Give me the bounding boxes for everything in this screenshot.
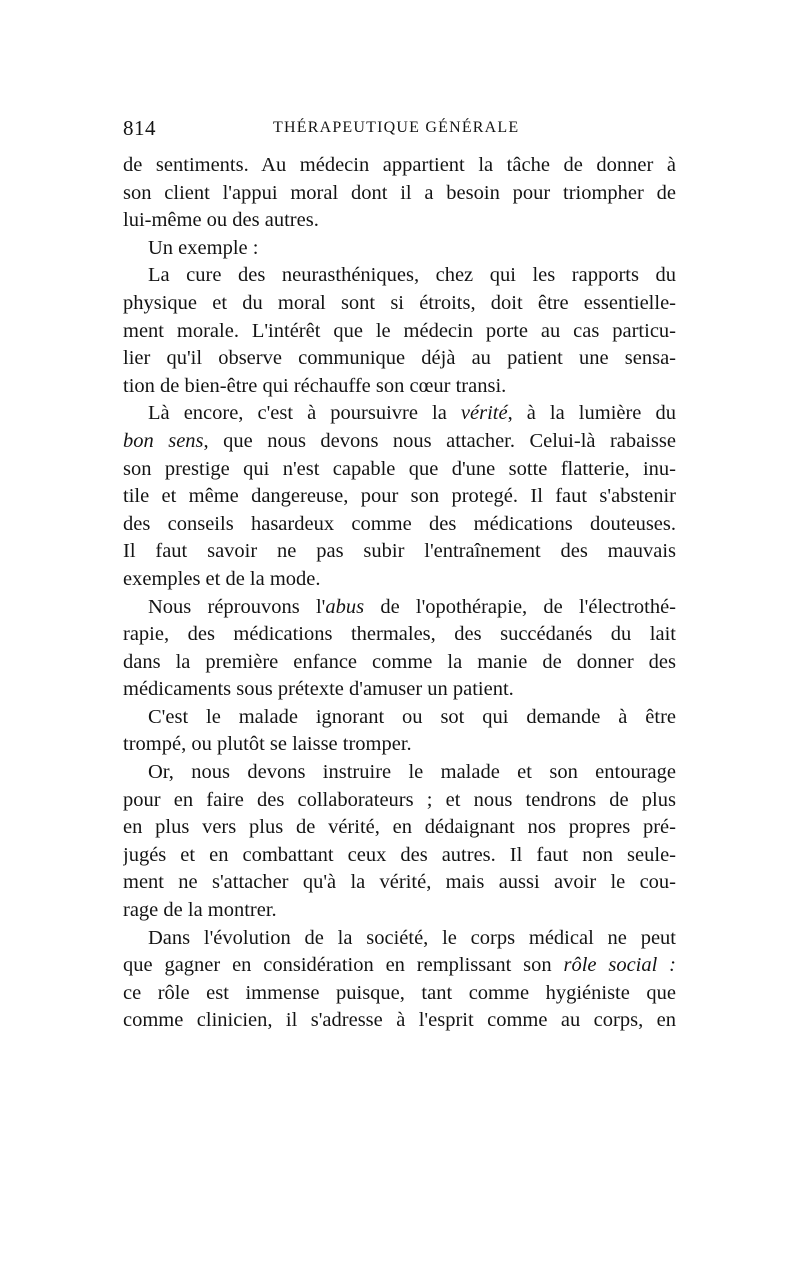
text-line: que gagner en considération en remplissant son rôle social : bbox=[123, 954, 676, 977]
text-line: ce rôle est immense puisque, tant comme hygiéniste que bbox=[123, 981, 676, 1004]
text-line: exemples et de la mode. bbox=[123, 567, 321, 590]
running-head bbox=[123, 116, 676, 146]
text-line: physique et du moral sont si étroits, doit être essentielle- bbox=[123, 291, 676, 314]
text-line: tile et même dangereuse, pour son protegé. Il faut s'abstenir bbox=[123, 485, 676, 508]
text-line: de sentiments. Au médecin appartient la tâche de donner à bbox=[123, 154, 676, 176]
text-line: tion de bien-être qui réchauffe son cœur transi. bbox=[123, 374, 507, 397]
text-line: en plus vers plus de vérité, en dédaignant nos propres pré- bbox=[123, 816, 676, 839]
text-line: des conseils hasardeux comme des médications douteuses. bbox=[123, 512, 676, 535]
running-title: THÉRAPEUTIQUE GÉNÉRALE bbox=[273, 119, 520, 136]
text-line: dans la première enfance comme la manie de donner des bbox=[123, 650, 676, 673]
paragraph-start-line: Nous réprouvons l'abus de l'opothérapie, de l'électrothé- bbox=[148, 595, 676, 618]
paragraph-start-line: Or, nous devons instruire le malade et son entourage bbox=[148, 761, 676, 784]
italic-emphasis: rôle social : bbox=[563, 954, 676, 977]
paragraph-start-line: Dans l'évolution de la société, le corps médical ne peut bbox=[148, 926, 676, 949]
paragraph-start-line: C'est le malade ignorant ou sot qui demande à être bbox=[148, 705, 676, 728]
text-line: jugés et en combattant ceux des autres. Il faut non seule- bbox=[123, 843, 676, 866]
text-line: lui-même ou des autres. bbox=[123, 209, 319, 232]
text-line: ment ne s'attacher qu'à la vérité, mais aussi avoir le cou- bbox=[123, 871, 676, 894]
text-line: rage de la montrer. bbox=[123, 899, 277, 922]
text-line: son client l'appui moral dont il a besoin pour triompher de bbox=[123, 181, 676, 204]
italic-emphasis: bon sens bbox=[123, 429, 204, 452]
text-line: médicaments sous prétexte d'amuser un patient. bbox=[123, 678, 514, 701]
paragraph-start-line: Un exemple : bbox=[148, 236, 259, 259]
italic-emphasis: abus bbox=[325, 595, 365, 618]
paragraph-start-line: La cure des neurasthéniques, chez qui les rapports du bbox=[148, 264, 676, 287]
body-text bbox=[123, 152, 676, 1035]
text-line: trompé, ou plutôt se laisse tromper. bbox=[123, 733, 412, 756]
italic-emphasis: vérité bbox=[460, 402, 508, 425]
text-line: ment morale. L'intérêt que le médecin porte au cas particu- bbox=[123, 319, 676, 342]
text-line: rapie, des médications thermales, des succédanés du lait bbox=[123, 623, 676, 646]
text-line: comme clinicien, il s'adresse à l'esprit comme au corps, en bbox=[123, 1009, 676, 1032]
text-line: Il faut savoir ne pas subir l'entraînement des mauvais bbox=[123, 540, 676, 563]
text-line: bon sens, que nous devons nous attacher. Celui-là rabaisse bbox=[123, 429, 676, 452]
text-line: lier qu'il observe communique déjà au patient une sensa- bbox=[123, 347, 676, 370]
text-line: pour en faire des collaborateurs ; et nous tendrons de plus bbox=[123, 788, 676, 811]
text-line: son prestige qui n'est capable que d'une sotte flatterie, inu- bbox=[123, 457, 676, 480]
paragraph-start-line: Là encore, c'est à poursuivre la vérité, à la lumière du bbox=[148, 402, 676, 425]
page-number: 814 bbox=[123, 116, 156, 140]
